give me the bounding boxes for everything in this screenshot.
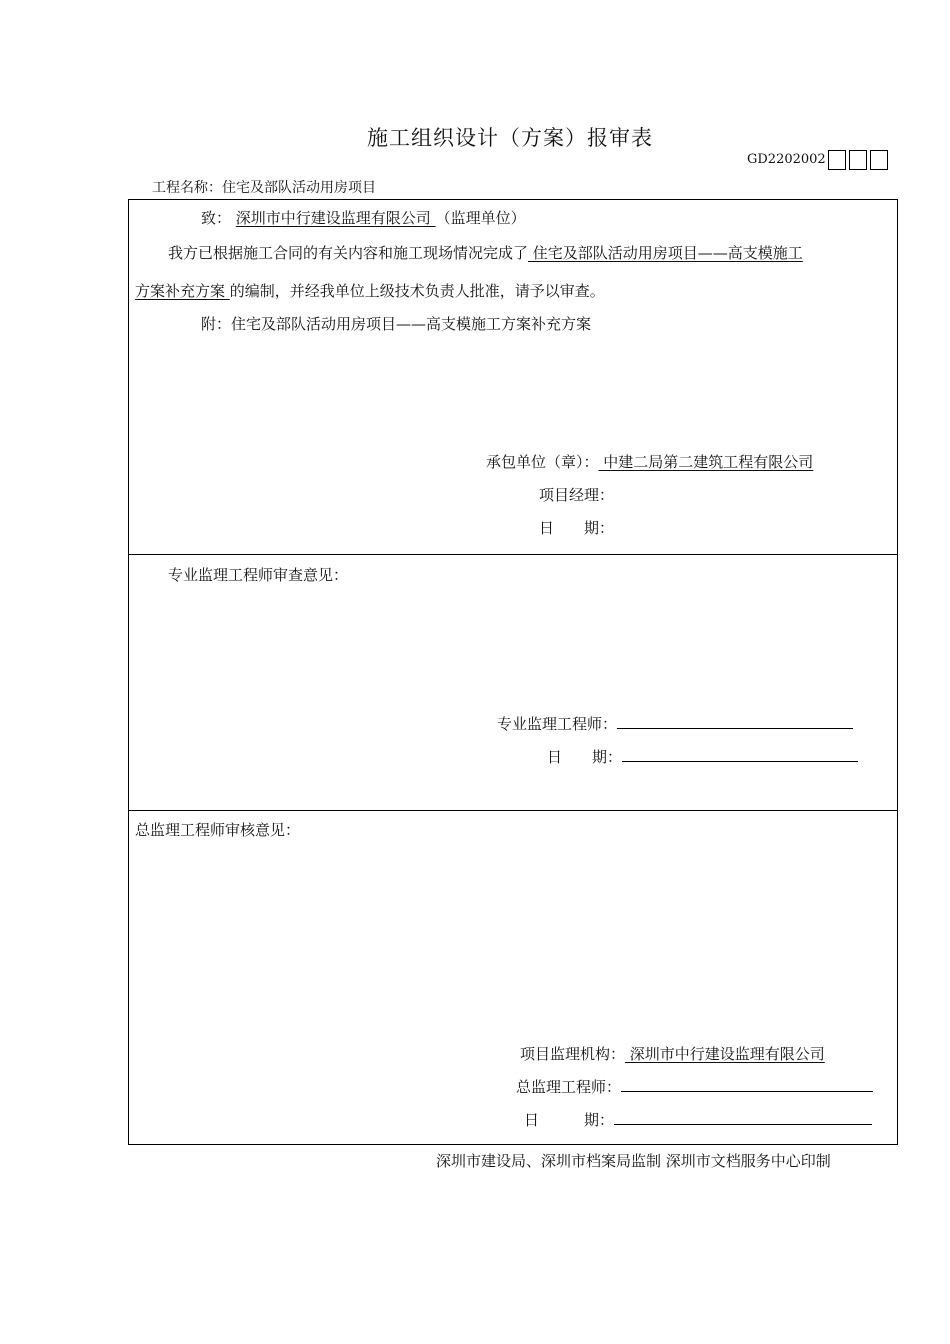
body-project-part2: 方案补充方案: [135, 282, 230, 300]
section-divider-1: [128, 554, 898, 555]
form-code: GD2202002: [747, 152, 826, 167]
code-box-1: [828, 150, 846, 170]
body-line-1: [168, 242, 803, 263]
chief-review-heading: 总监理工程师审核意见：: [135, 821, 301, 839]
code-boxes: [828, 150, 891, 170]
specialist-signature-blank: [617, 714, 853, 729]
supervisor-suffix: （监理单位）: [435, 209, 526, 227]
form-frame: [128, 199, 898, 1145]
code-box-2: [849, 150, 867, 170]
attachment-line: 附：住宅及部队活动用房项目——高支模施工方案补充方案: [201, 315, 592, 333]
manager-label: 项目经理：: [539, 486, 615, 504]
project-name: 住宅及部队活动用房项目: [222, 180, 376, 196]
body-line-2: [135, 280, 605, 301]
footer-note: 深圳市建设局、深圳市档案局监制 深圳市文档服务中心印制: [436, 1152, 831, 1170]
contractor-name: 中建二局第二建筑工程有限公司: [598, 453, 814, 471]
specialist-review-heading: 专业监理工程师审查意见：: [168, 566, 349, 584]
chief-signature-line: [516, 1076, 873, 1097]
chief-date-blank: [614, 1110, 872, 1125]
section1-date-label: 日 期：: [539, 519, 615, 537]
supervision-org-label: 项目监理机构：: [520, 1045, 626, 1063]
supervision-org-line: [520, 1043, 825, 1064]
project-line: [152, 177, 376, 197]
to-label: 致：: [201, 209, 232, 227]
specialist-label: 专业监理工程师：: [497, 715, 618, 733]
addressee-line: [201, 207, 526, 228]
specialist-signature-line: [497, 713, 853, 734]
body-project-part1: 住宅及部队活动用房项目——高支模施工: [528, 244, 803, 262]
section-divider-2: [128, 810, 898, 811]
supervisor-org: 深圳市中行建设监理有限公司: [235, 209, 436, 227]
contractor-label: 承包单位（章）：: [486, 453, 599, 471]
chief-date-line: [524, 1109, 872, 1130]
contractor-line: [486, 451, 813, 472]
specialist-date-label: 日 期：: [547, 748, 623, 766]
code-box-3: [870, 150, 888, 170]
chief-label: 总监理工程师：: [516, 1078, 622, 1096]
specialist-date-line: [547, 746, 858, 767]
chief-signature-blank: [621, 1077, 873, 1092]
specialist-date-blank: [622, 747, 858, 762]
project-label: 工程名称：: [152, 180, 222, 196]
chief-date-label: 日 期：: [524, 1111, 615, 1129]
body-prefix: 我方已根据施工合同的有关内容和施工现场情况完成了: [168, 244, 529, 262]
body-suffix: 的编制，并经我单位上级技术负责人批准，请予以审查。: [229, 282, 605, 300]
supervision-org-name: 深圳市中行建设监理有限公司: [625, 1045, 825, 1063]
page-title: 施工组织设计（方案）报审表: [367, 126, 653, 150]
